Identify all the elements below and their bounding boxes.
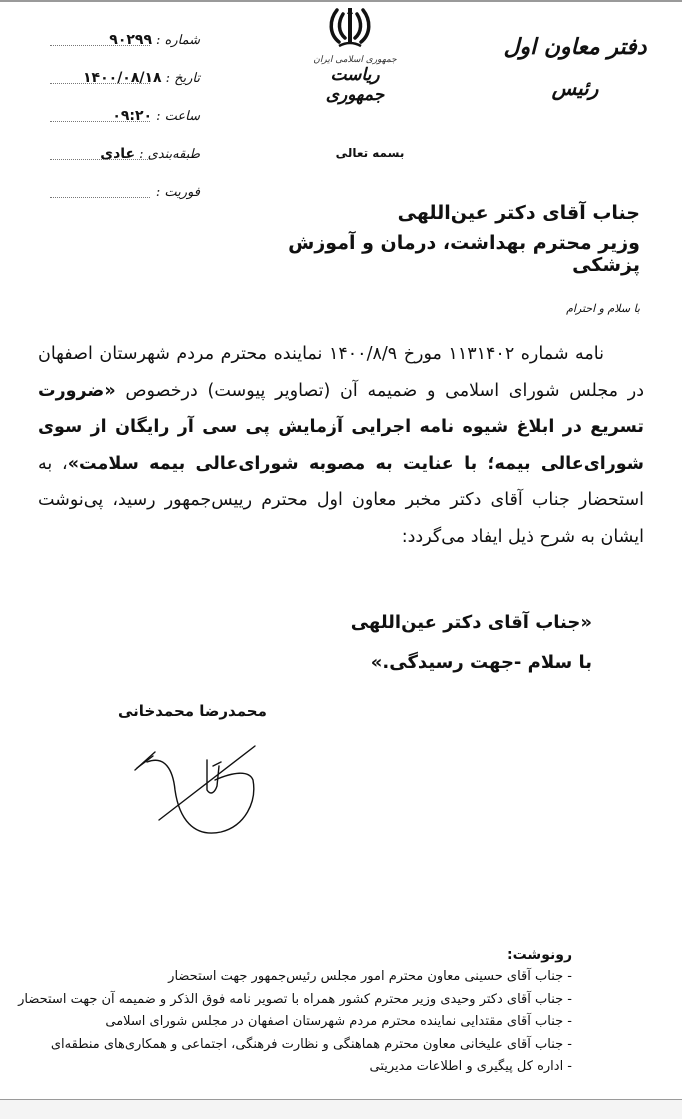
bottom-margin: [0, 1100, 682, 1119]
dotted-line: [50, 159, 150, 160]
meta-time-row: [50, 86, 200, 124]
cc-item: - جناب آقای علیخانی معاون محترم هماهنگی و نظارت فرهنگی، اجتماعی و همکاری‌های منطقه‌ای: [50, 1036, 572, 1052]
meta-classification-row: [50, 124, 200, 162]
dotted-line: [50, 83, 150, 84]
recipient-block: [220, 202, 640, 276]
letter-number: ۹۰۲۹۹: [109, 32, 153, 48]
body-part-1: نامه شماره ۱۱۳۱۴۰۲ مورخ ۱۴۰۰/۸/۹ نماینده محترم مردم شهرستان اصفهان در مجلس شورای اسلامی و ضمیمه آن (تصاویر پیوست) درخصوص: [38, 344, 644, 401]
quote-line-2: با سلام -جهت رسیدگی.»: [370, 652, 592, 673]
government-name: [300, 55, 410, 105]
letter-meta-block: [50, 10, 200, 200]
recipient-title: وزیر محترم بهداشت، درمان و آموزش پزشکی: [288, 232, 640, 276]
office-line-2: رئیس: [551, 76, 599, 100]
gov-line-1: جمهوری اسلامی ایران: [313, 55, 397, 65]
cc-item: - جناب آقای مقتدایی نماینده محترم مردم شهرستان اصفهان در مجلس شورای اسلامی: [105, 1014, 572, 1029]
handwritten-signature-icon: [125, 730, 265, 840]
body-part-2: ، به استحضار جناب آقای دکتر مخبر معاون اول محترم رییس‌جمهور رسید، پی‌نوشت ایشان به شرح ذیل ایفاد می‌گردد:: [38, 453, 644, 547]
meta-label: تاریخ :: [165, 71, 200, 86]
bismillah: بسمه تعالی: [335, 146, 405, 160]
cc-title: رونوشت:: [507, 947, 572, 963]
meta-urgency-row: [50, 162, 200, 200]
meta-date-row: [50, 48, 200, 86]
meta-label: طبقه‌بندی :: [139, 147, 200, 162]
office-line-1: دفتر معاون اول: [503, 34, 647, 60]
letter-date: ۱۴۰۰/۰۸/۱۸: [83, 70, 162, 86]
cc-item: - اداره کل پیگیری و اطلاعات مدیریتی: [369, 1059, 572, 1074]
body-subject-bold: «ضرورت تسریع در ابلاغ شیوه نامه اجرایی آزمایش پی سی آر رایگان از سوی شورای‌عالی بیمه؛ با عنایت به مصوبه شورای‌عالی بیمه سلامت»: [38, 380, 644, 474]
office-title: [500, 34, 650, 100]
quote-line-1: «جناب آقای دکتر عین‌اللهی: [350, 612, 592, 633]
gov-line-2: ریاست جمهوری: [325, 65, 385, 105]
dotted-line: [50, 121, 150, 122]
meta-number-row: [50, 10, 200, 48]
iran-emblem-icon: [325, 6, 375, 50]
meta-label: شماره :: [156, 33, 200, 48]
cc-list: [18, 944, 572, 1079]
meta-label: ساعت :: [156, 109, 200, 124]
cc-item: - جناب آقای دکتر وحیدی وزیر محترم کشور همراه با تصویر نامه فوق الذکر و ضمیمه آن جهت استحضار: [18, 991, 572, 1007]
meta-label: فوریت :: [155, 185, 200, 200]
dotted-line: [50, 197, 150, 198]
recipient-name: جناب آقای دکتر عین‌اللهی: [397, 202, 640, 224]
cc-item: - جناب آقای حسینی معاون محترم امور مجلس رئیس‌جمهور جهت استحضار: [168, 969, 572, 984]
dotted-line: [50, 45, 150, 46]
letter-body: [38, 336, 644, 555]
letter-time: ۰۹:۲۰: [112, 108, 153, 124]
endorsement-quote: [351, 603, 592, 683]
signer-name: محمدرضا محمدخانی: [118, 702, 267, 720]
letter-classification: عادی: [100, 146, 136, 162]
top-border: [0, 0, 682, 2]
salutation: با سلام و احترام: [566, 302, 640, 315]
